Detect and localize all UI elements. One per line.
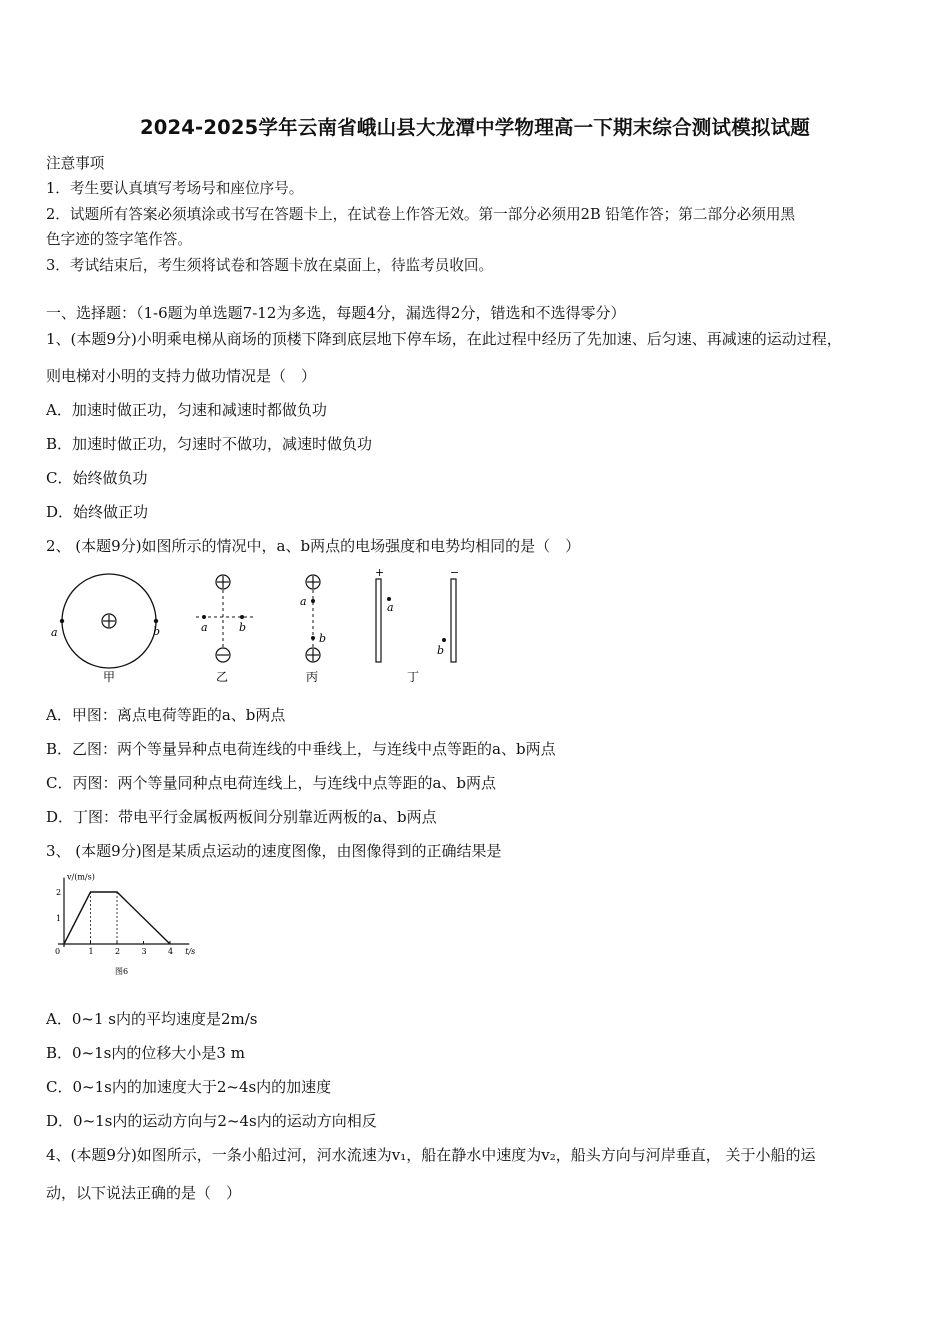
question-1-stem-cont: 则电梯对小明的支持力做功情况是（ ）: [46, 367, 317, 385]
figure-label-yi: 乙: [216, 670, 229, 684]
section-heading: 一、选择题：（1-6题为单选题7-12为多选，每题4分，漏选得2分，错选和不选得零分）: [46, 304, 626, 322]
question-1-option-a: A．加速时做正功，匀速和减速时都做负功: [46, 401, 327, 419]
figure-label-jia: 甲: [103, 670, 116, 684]
figure-label-ding: 丁: [407, 670, 420, 684]
x-tick-label: 0: [55, 947, 61, 956]
question-3-option-a: A．0~1 s内的平均速度是2m/s: [46, 1010, 258, 1028]
page-title: 2024-2025学年云南省峨山县大龙潭中学物理高一下期末综合测试模拟试题: [139, 116, 811, 139]
notice-heading: 注意事项: [46, 155, 105, 172]
figure-label-b: b: [437, 644, 445, 657]
notice-item: 3．考试结束后，考生须将试卷和答题卡放在桌面上，待监考员收回。: [46, 257, 494, 274]
question-2-stem: 2、 (本题9分)如图所示的情况中，a、b两点的电场强度和电势均相同的是（ ）: [46, 537, 581, 555]
x-tick-label: 1: [88, 947, 94, 956]
notice-item: 2．试题所有答案必须填涂或书写在答题卡上，在试卷上作答无效。第一部分必须用2B 铅笔作答；第二部分必须用黑: [46, 206, 796, 223]
question-4-stem: 4、(本题9分)如图所示，一条小船过河，河水流速为v₁，船在静水中速度为v₂，船头方向与河岸垂直， 关于小船的运: [46, 1146, 816, 1164]
figure-label-b: b: [153, 625, 161, 638]
question-2-option-c: C．丙图：两个等量同种点电荷连线上，与连线中点等距的a、b两点: [46, 774, 497, 792]
figure-label-bing: 丙: [306, 670, 319, 684]
figure-label-a: a: [387, 601, 394, 614]
question-1-option-d: D．始终做正功: [46, 503, 149, 521]
figure-label-a: a: [201, 621, 208, 634]
y-axis-label: v/(m/s): [67, 872, 95, 882]
notice-item: 1．考生要认真填写考场号和座位序号。: [46, 180, 304, 197]
figure-label-a: a: [51, 626, 58, 639]
x-tick-label: 3: [141, 947, 147, 956]
x-tick-label: 4: [168, 947, 174, 956]
question-4-stem-cont: 动，以下说法正确的是（ ）: [46, 1184, 242, 1202]
figure-label-minus: −: [450, 566, 460, 579]
question-3-option-c: C．0~1s内的加速度大于2~4s内的加速度: [46, 1078, 332, 1096]
velocity-time-chart: [46, 872, 206, 982]
question-3-option-b: B．0~1s内的位移大小是3 m: [46, 1044, 245, 1062]
question-1-option-b: B．加速时做正功，匀速时不做功，减速时做负功: [46, 435, 373, 453]
question-3-stem: 3、 (本题9分)图是某质点运动的速度图像，由图像得到的正确结果是: [46, 842, 502, 860]
y-tick-label: 2: [56, 888, 62, 897]
figure-label-plus: +: [375, 566, 385, 579]
question-2-option-d: D．丁图：带电平行金属板两板间分别靠近两板的a、b两点: [46, 808, 437, 826]
question-2-option-a: A．甲图：离点电荷等距的a、b两点: [46, 706, 286, 724]
chart-title: 图6: [115, 967, 129, 976]
question-3-option-d: D．0~1s内的运动方向与2~4s内的运动方向相反: [46, 1112, 377, 1130]
question-1-option-c: C．始终做负功: [46, 469, 148, 487]
electric-field-figure: [46, 565, 476, 690]
figure-label-a: a: [300, 595, 307, 608]
x-tick-label: 2: [115, 947, 121, 956]
figure-label-b: b: [319, 632, 327, 645]
x-axis-label: t/s: [185, 947, 196, 956]
notice-item: 色字迹的签字笔作答。: [46, 231, 192, 248]
question-2-option-b: B．乙图：两个等量异种点电荷连线的中垂线上，与连线中点等距的a、b两点: [46, 740, 556, 758]
question-1-stem: 1、(本题9分)小明乘电梯从商场的顶楼下降到底层地下停车场，在此过程中经历了先加速、后匀速、再减速的运动过程，: [46, 330, 842, 348]
y-tick-label: 1: [56, 914, 62, 923]
figure-label-b: b: [239, 621, 247, 634]
